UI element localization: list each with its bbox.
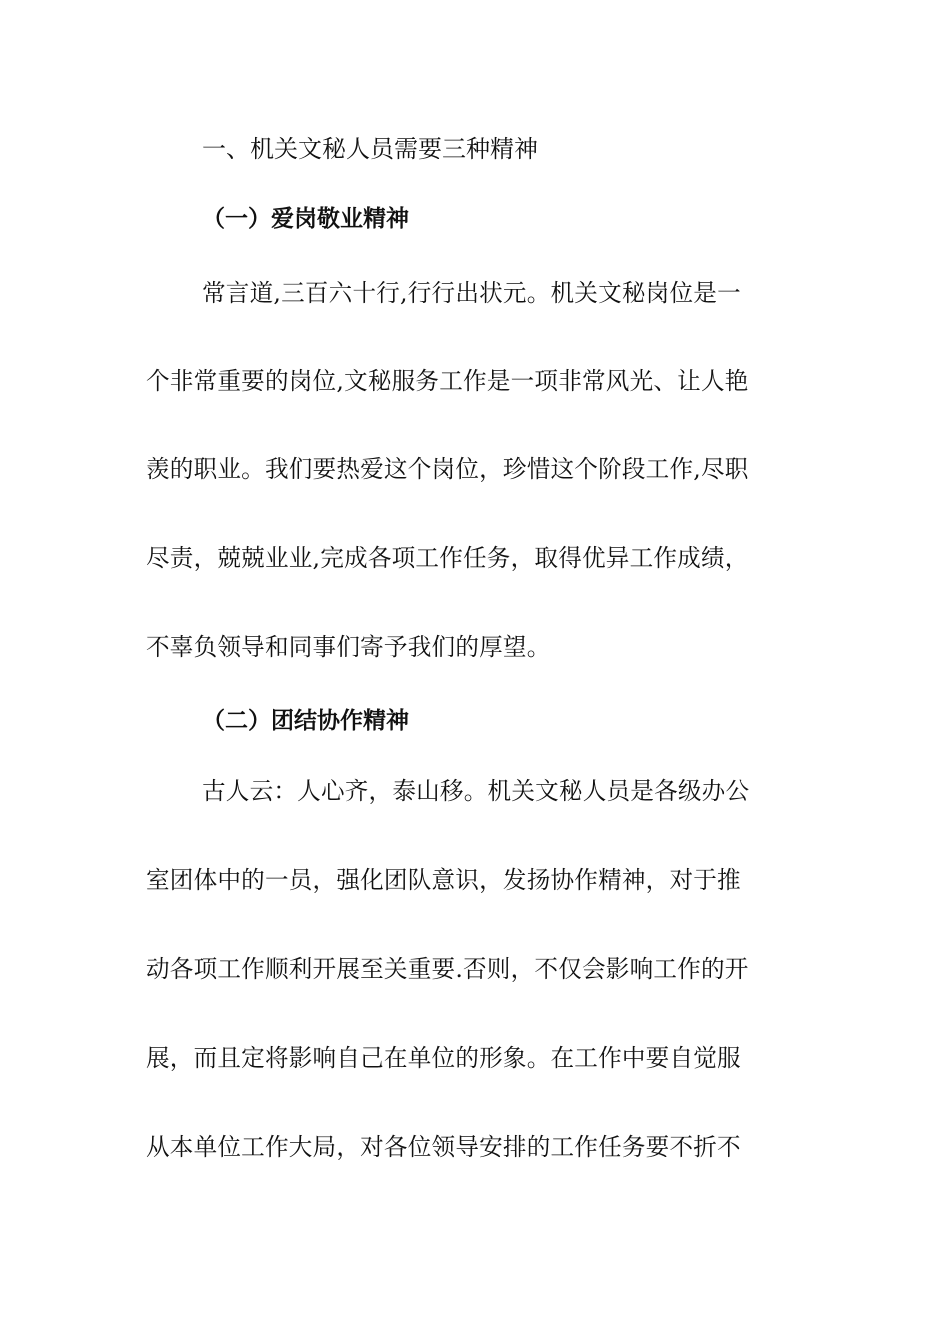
paragraph-line: 展，而且定将影响自己在单位的形象。在工作中要自觉服 (146, 1044, 741, 1072)
paragraph-line: 古人云：人心齐，泰山移。机关文秘人员是各级办公 (202, 777, 750, 805)
paragraph-line: 常言道,三百六十行,行行出状元。机关文秘岗位是一 (202, 279, 741, 307)
subsection-title-1: （一）爱岗敬业精神 (202, 206, 409, 232)
subsection-title-2: （二）团结协作精神 (202, 708, 409, 734)
paragraph-line: 动各项工作顺利开展至关重要.否则，不仅会影响工作的开 (146, 955, 749, 983)
paragraph-line: 不辜负领导和同事们寄予我们的厚望。 (146, 633, 551, 661)
paragraph-line: 个非常重要的岗位,文秘服务工作是一项非常风光、让人艳 (146, 367, 749, 395)
paragraph-line: 尽责，兢兢业业,完成各项工作任务，取得优异工作成绩， (146, 544, 749, 572)
paragraph-line: 从本单位工作大局，对各位领导安排的工作任务要不折不 (146, 1133, 741, 1161)
paragraph-line: 室团体中的一员，强化团队意识，发扬协作精神，对于推 (146, 866, 741, 894)
section-heading: 一、机关文秘人员需要三种精神 (202, 135, 538, 163)
paragraph-line: 羡的职业。我们要热爱这个岗位，珍惜这个阶段工作,尽职 (146, 455, 749, 483)
